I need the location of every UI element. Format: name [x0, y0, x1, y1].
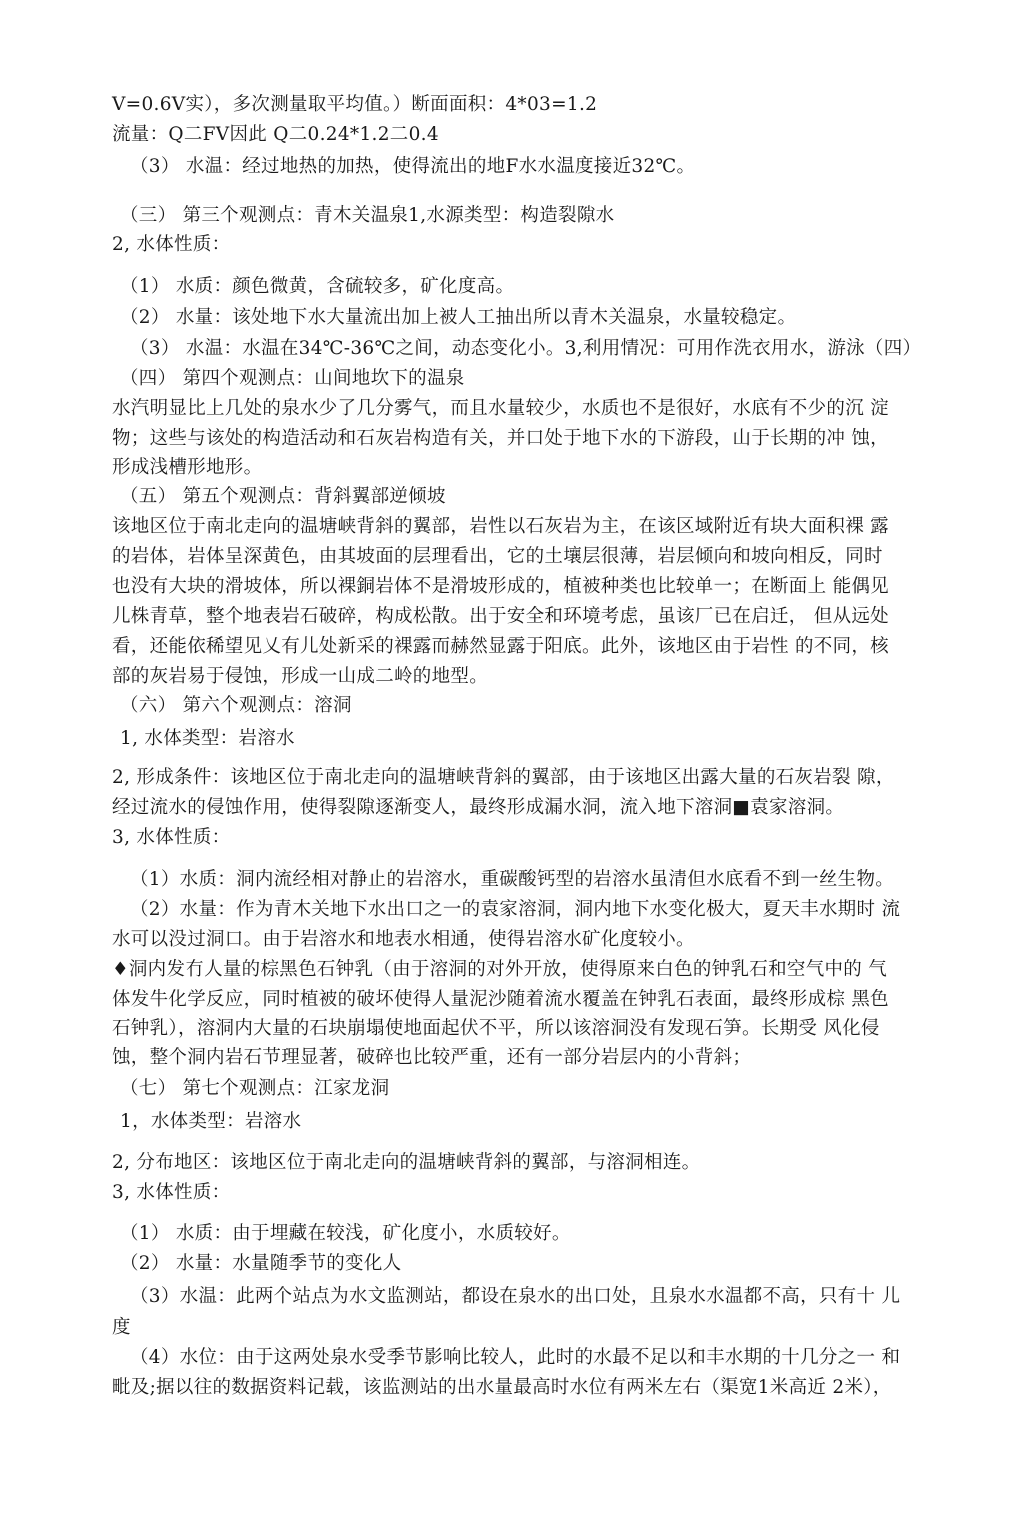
text-line: 1，水体类型：岩溶水 [120, 1111, 302, 1132]
text-line: 流量：Q二FV因此 Q二0.24*1.2二0.4 [112, 124, 439, 145]
text-line: 3, 水体性质： [112, 1182, 231, 1203]
text-line: 形成浅槽形地形。 [112, 457, 263, 478]
text-line: 1, 水体类型：岩溶水 [120, 728, 295, 749]
text-line: （1） 水质：颜色微黄，含硫较多，矿化度高。 [120, 276, 515, 297]
text-line: 该地区位于南北走向的温塘峡背斜的翼部，岩性以石灰岩为主，在该区域附近有块大面积裸 露 [112, 516, 889, 537]
text-line: （1）水质：洞内流经相对静止的岩溶水，重碳酸钙型的岩溶水虽清但水底看不到一丝生物。 [130, 869, 895, 890]
text-line: 体发牛化学反应，同时植被的破坏使得人量泥沙随着流水覆盖在钟乳石表面，最终形成棕 黑色 [112, 989, 889, 1010]
text-line: 石钟乳），溶洞内大量的石块崩塌使地面起伏不平，所以该溶洞没有发现石笋。长期受 风化侵 [112, 1018, 880, 1039]
text-line: 经过流水的侵蚀作用，使得裂隙逐渐变人，最终形成漏水洞，流入地下溶洞■袁家溶洞。 [112, 797, 845, 818]
text-line: ♦洞内发冇人量的棕黑色石钟乳（由于溶洞的对外开放，使得原来白色的钟乳石和空气中的 气 [112, 959, 888, 980]
text-line: 物；这些与该处的构造活动和石灰岩构造有关，并口处于地下水的下游段，山于长期的冲 蚀， [112, 428, 889, 449]
section-heading: （三） 第三个观测点：青木关温泉1,水源类型：构造裂隙水 [120, 205, 615, 226]
text-line: 毗及;据以往的数据资料记载，该监测站的出水量最高时水位有两米左右（渠宽1米高近 2米）， [112, 1377, 892, 1398]
text-line: （3）水温：此两个站点为水文监测站，都设在泉水的出口处，且泉水水温都不高，只有十 儿 [130, 1286, 901, 1307]
section-heading: （七） 第七个观测点：江家龙洞 [120, 1078, 390, 1099]
text-line: （1） 水质：由于埋藏在较浅，矿化度小，水质较好。 [120, 1223, 571, 1244]
text-line: （2） 水量：该处地下水大量流出加上被人工抽出所以青木关温泉，水量较稳定。 [120, 307, 797, 328]
text-line: 度 [112, 1317, 131, 1338]
text-line: 也没有大块的滑坡体，所以裸銅岩体不是滑坡形成的，植被种类也比较单一；在断面上 能偶见 [112, 576, 889, 597]
text-line: 的岩体，岩体呈深黄色，由其坡面的层理看出，它的土壤层很薄，岩层倾向和坡向相反，同时 [112, 546, 883, 567]
text-line: 儿株青草，整个地表岩石破碎，构成松散。出于安全和环境考虑，虽该厂已在启迁， 但从远处 [112, 606, 889, 627]
text-line: 2, 形成条件：该地区位于南北走向的温塘峡背斜的翼部，由于该地区出露大量的石灰岩裂 隙， [112, 767, 895, 788]
section-heading: （四） 第四个观测点：山间地坎下的温泉 [120, 368, 465, 389]
text-line: （3） 水温：水温在34℃-36℃之间，动态变化小。3,利用情况：可用作洗衣用水，游泳（四） [130, 338, 922, 359]
text-line: 水可以没过洞口。由于岩溶水和地表水相通，使得岩溶水矿化度较小。 [112, 929, 695, 950]
text-line: 3, 水体性质： [112, 827, 231, 848]
text-line: （2）水量：作为青木关地下水出口之一的袁家溶洞，洞内地下水变化极大，夏天丰水期时 流 [130, 899, 901, 920]
text-line: （3） 水温：经过地热的加热，使得流出的地F水水温度接近32℃。 [130, 156, 696, 177]
text-line: 2, 水体性质： [112, 234, 231, 255]
text-line: 水汽明显比上几处的泉水少了几分雾气，而且水量较少，水质也不是很好，水底有不少的沉 淀 [112, 398, 889, 419]
text-line: （2） 水量：水量随季节的变化人 [120, 1253, 402, 1274]
section-heading: （五） 第五个观测点：背斜翼部逆倾坡 [120, 486, 446, 507]
text-line: 2, 分布地区：该地区位于南北走向的温塘峡背斜的翼部，与溶洞相连。 [112, 1152, 701, 1173]
section-heading: （六） 第六个观测点：溶洞 [120, 695, 352, 716]
text-line: （4）水位：由于这两处泉水受季节影响比较人，此时的水最不足以和丰水期的十几分之一 和 [130, 1347, 901, 1368]
text-line: 看，还能依稀望见乂有儿处新采的裸露而赫然显露于阳底。此外，该地区由于岩性 的不同，核 [112, 636, 889, 657]
text-line: 蚀，整个洞内岩石节理显著，破碎也比较严重，还有一部分岩层内的小背斜； [112, 1047, 752, 1068]
text-line: V=0.6V实），多次测量取平均值。）断面面积：4*03=1.2 [112, 94, 598, 115]
text-line: 部的灰岩易于侵蚀，形成一山成二岭的地型。 [112, 666, 489, 687]
